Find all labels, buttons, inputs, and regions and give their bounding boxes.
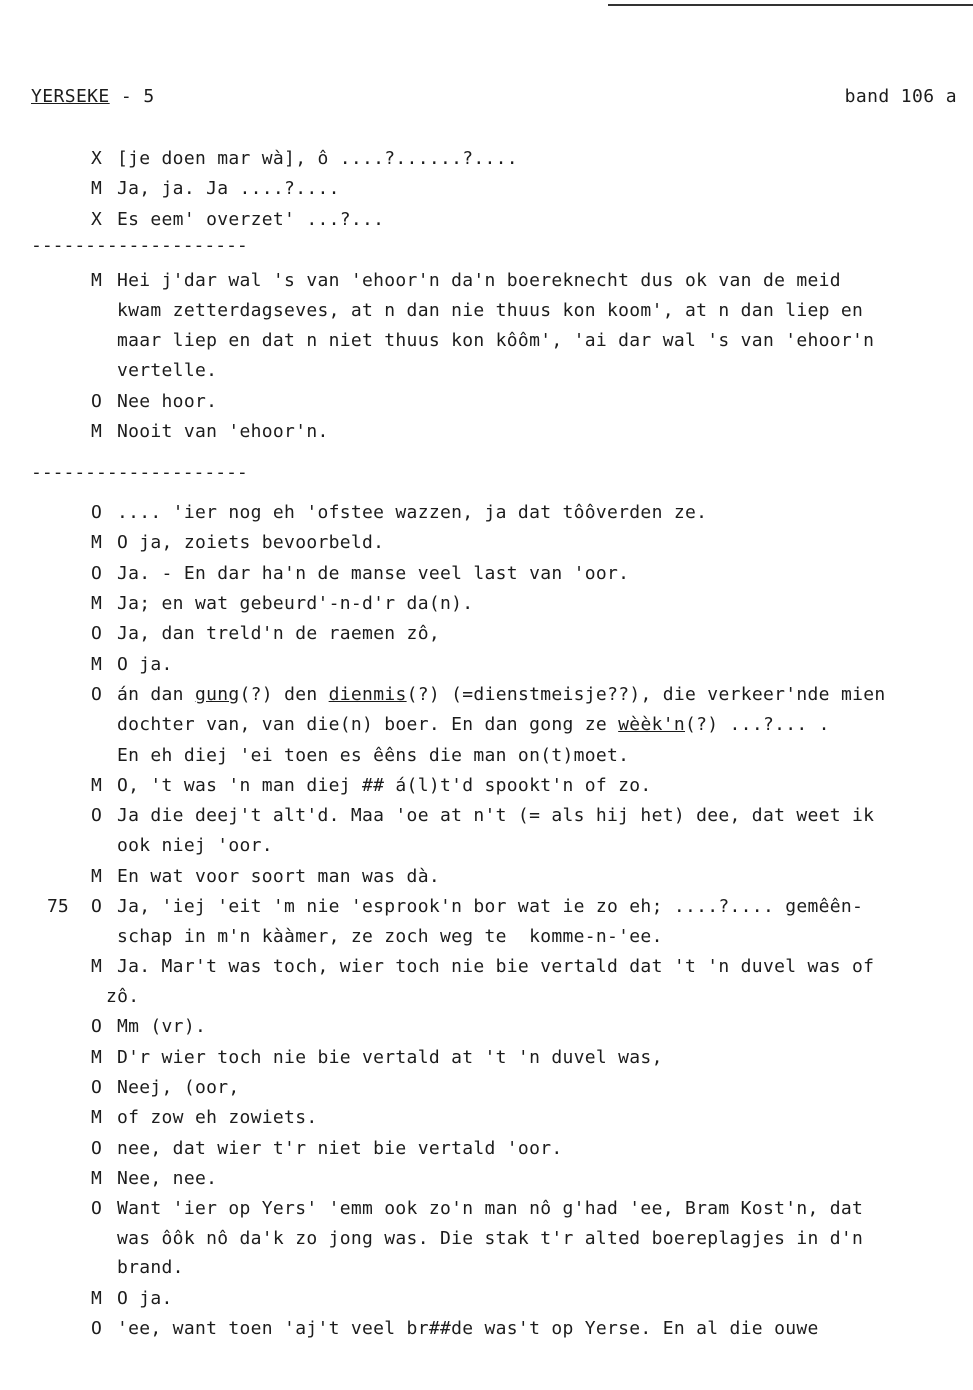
transcript-line — [117, 714, 830, 736]
transcript-line: brand. — [117, 1257, 184, 1278]
transcript-line: O ja. — [117, 654, 173, 675]
transcript-line: ook niej 'oor. — [117, 835, 273, 856]
speaker-label: O — [91, 563, 102, 584]
speaker-label: M — [91, 1288, 102, 1309]
speaker-label: O — [91, 1016, 102, 1037]
speaker-label: O — [91, 391, 102, 412]
transcript-line: Ja. - En dar ha'n de manse veel last van 'oor. — [117, 563, 630, 584]
transcript-line: Ja, 'iej 'eit 'm nie 'esprook'n bor wat ie zo eh; ....?.... gemêên- — [117, 896, 864, 917]
speaker-label: M — [91, 1168, 102, 1189]
speaker-label: O — [91, 623, 102, 644]
line-number: 75 — [47, 896, 69, 917]
speaker-label: M — [91, 421, 102, 442]
line-segment: (?) den — [239, 684, 329, 705]
place-name: YERSEKE — [31, 86, 110, 107]
underlined-word: dienmis — [328, 684, 407, 705]
transcript-line: Ja, ja. Ja ....?.... — [117, 178, 340, 199]
top-rule — [608, 4, 973, 6]
transcript-line: D'r wier toch nie bie vertald at 't 'n duvel was, — [117, 1047, 663, 1068]
line-segment: (?) ...?... . — [685, 714, 830, 735]
transcript-line: Es eem' overzet' ...?... — [117, 209, 385, 230]
underlined-word: gung — [194, 684, 240, 705]
page-number: - 5 — [120, 86, 155, 107]
transcript-line: Ja, dan treld'n de raemen zô, — [117, 623, 440, 644]
transcript-line: Mm (vr). — [117, 1016, 207, 1037]
transcript-line: zô. — [106, 986, 140, 1007]
speaker-label: O — [91, 805, 102, 826]
section-divider: -------------------- — [31, 462, 248, 483]
transcript-line — [117, 684, 886, 706]
speaker-label: M — [91, 654, 102, 675]
transcript-line: .... 'ier nog eh 'ofstee wazzen, ja dat tôôverden ze. — [117, 502, 708, 523]
speaker-label: O — [91, 1198, 102, 1219]
speaker-label: O — [91, 684, 102, 705]
line-segment: dochter van, van die(n) boer. En dan gong ze — [117, 714, 619, 735]
section-divider: -------------------- — [31, 235, 248, 256]
speaker-label: X — [91, 209, 102, 230]
speaker-label: M — [91, 866, 102, 887]
speaker-label: X — [91, 148, 102, 169]
speaker-label: M — [91, 593, 102, 614]
transcript-line: O, 't was 'n man diej ## á(l)t'd spookt'n of zo. — [117, 775, 652, 796]
tape-reference: band 106 a — [844, 86, 957, 107]
speaker-label: M — [91, 1047, 102, 1068]
transcript-line: Nooit van 'ehoor'n. — [117, 421, 329, 442]
underlined-word: wèèk'n — [618, 714, 685, 735]
transcript-line: maar liep en dat n niet thuus kon kôôm', 'ai dar wal 's van 'ehoor'n — [117, 330, 875, 351]
transcript-line: schap in m'n kààmer, ze zoch weg te komme-n-'ee. — [117, 926, 663, 947]
speaker-label: O — [91, 502, 102, 523]
speaker-label: O — [91, 1077, 102, 1098]
speaker-label: M — [91, 270, 102, 291]
transcript-line: kwam zetterdagseves, at n dan nie thuus kon koom', at n dan liep en — [117, 300, 864, 321]
transcript-line: O ja. — [117, 1288, 173, 1309]
transcript-line: Want 'ier op Yers' 'emm ook zo'n man nô g'had 'ee, Bram Kost'n, dat — [117, 1198, 864, 1219]
transcript-line: Neej, (oor, — [117, 1077, 240, 1098]
transcript-line: Hei j'dar wal 's van 'ehoor'n da'n boereknecht dus ok van de meid — [117, 270, 841, 291]
transcript-line: Ja. Mar't was toch, wier toch nie bie vertald dat 't 'n duvel was of — [117, 956, 875, 977]
transcript-line: 'ee, want toen 'aj't veel br##de was't op Yerse. En al die ouwe — [117, 1318, 819, 1339]
transcript-line: [je doen mar wà], ô ....?......?.... — [117, 148, 518, 169]
speaker-label: M — [91, 532, 102, 553]
line-segment: án dan — [117, 684, 195, 705]
transcript-line: O ja, zoiets bevoorbeld. — [117, 532, 385, 553]
speaker-label: M — [91, 178, 102, 199]
line-segment: (?) (=dienstmeisje??), die verkeer'nde mien — [406, 684, 886, 705]
transcript-line: of zow eh zowiets. — [117, 1107, 318, 1128]
transcript-line: vertelle. — [117, 360, 218, 381]
transcript-line: Ja; en wat gebeurd'-n-d'r da(n). — [117, 593, 474, 614]
transcript-line: was ôôk nô da'k zo jong was. Die stak t'r alted boereplagjes in d'n — [117, 1228, 864, 1249]
speaker-label: O — [91, 896, 102, 917]
speaker-label: M — [91, 1107, 102, 1128]
speaker-label: O — [91, 1318, 102, 1339]
transcript-line: Nee, nee. — [117, 1168, 218, 1189]
transcript-line: En eh diej 'ei toen es êêns die man on(t)moet. — [117, 745, 630, 766]
transcript-line: Nee hoor. — [117, 391, 218, 412]
speaker-label: O — [91, 1138, 102, 1159]
speaker-label: M — [91, 775, 102, 796]
transcript-line: nee, dat wier t'r niet bie vertald 'oor. — [117, 1138, 563, 1159]
page-header-left — [31, 86, 155, 107]
transcript-line: Ja die deej't alt'd. Maa 'oe at n't (= als hij het) dee, dat weet ik — [117, 805, 875, 826]
speaker-label: M — [91, 956, 102, 977]
transcript-line: En wat voor soort man was dà. — [117, 866, 440, 887]
